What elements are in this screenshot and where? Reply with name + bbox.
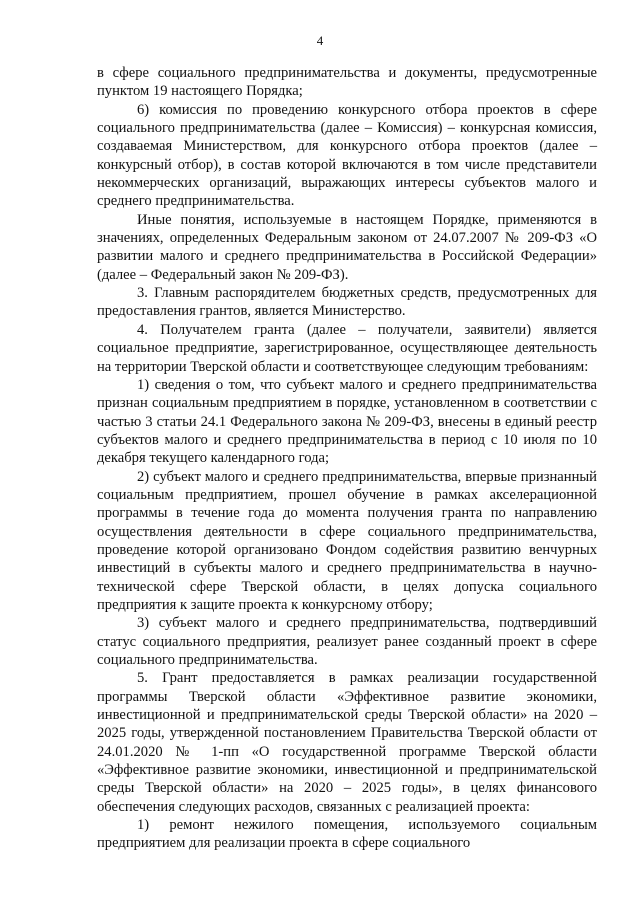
paragraph-continuation: в сфере социального предпринимательства и документы, предусмотренные пунктом 19 настоящего Порядка; [97,65,597,100]
paragraph-4-3-status: 3) субъект малого и среднего предпринимательства, подтвердивший статус социального предприятия, реализует ранее созданный проект в сфере социального предпринимательства. [97,615,597,668]
paragraph-3-budget-manager: 3. Главным распорядителем бюджетных средств, предусмотренных для предоставления грантов, является Министерство. [97,285,597,320]
paragraph-4-1-registry: 1) сведения о том, что субъект малого и среднего предпринимательства признан социальным предприятием в порядке, установленном в соответствии с частью 3 статьи 24.1 Федерального закона № 209-ФЗ, внесены в единый реестр субъектов малого и среднего предпринимательства в период с 10 июля по 10 декабря текущего календарного года; [97,376,597,467]
paragraph-4-grant-recipient: 4. Получателем гранта (далее – получатели, заявители) является социальное предприятие, зарегистрированное, осуществляющее деятельность на территории Тверской области и соответствующее следующим требованиям: [97,321,597,375]
paragraph-item-6-commission: 6) комиссия по проведению конкурсного отбора проектов в сфере социального предпринимательства (далее – Комиссия) – конкурсная комиссия, создаваемая Министерством, для конкурсного отбора проектов (далее – конкурсный отбор), в состав которой включаются в том числе представители некоммерческих организаций, выражающих интересы субъектов малого и среднего предпринимательства. [97,101,597,210]
page-number: 4 [316,33,324,48]
paragraph-5-1-repair: 1) ремонт нежилого помещения, используемого социальным предприятием для реализации проекта в сфере социального [97,817,597,852]
paragraph-other-terms: Иные понятия, используемые в настоящем Порядке, применяются в значениях, определенных Федеральным законом от 24.07.2007 № 209-ФЗ «О развитии малого и среднего предпринимательства в Российской Федерации» (далее – Федеральный закон № 209-ФЗ). [97,211,597,283]
document-body [97,64,597,853]
paragraph-5-grant-purpose: 5. Грант предоставляется в рамках реализации государственной программы Тверской области «Эффективное развитие экономики, инвестиционной и предпринимательской среды Тверской области» на 2020 – 2025 годы, утвержденной постановлением Правительства Тверской области от 24.01.2020 № 1-пп «О государственной программе Тверской области «Эффективное развитие экономики, инвестиционной и предпринимательской среды Тверской области» на 2020 – 2025 годы», в целях финансового обеспечения следующих расходов, связанных с реализацией проекта: [97,670,597,815]
paragraph-4-2-training: 2) субъект малого и среднего предпринимательства, впервые признанный социальным предприятием, прошел обучение в рамках акселерационной программы в течение года до момента получения гранта по направлению осуществления деятельности в сфере социального предпринимательства, проведение которой организовано Фондом содействия развитию венчурных инвестиций в субъекты малого и среднего предпринимательства в научно-технической сфере Тверской области, в целях допуска социального предприятия к защите проекта к конкурсному отбору; [97,468,597,613]
